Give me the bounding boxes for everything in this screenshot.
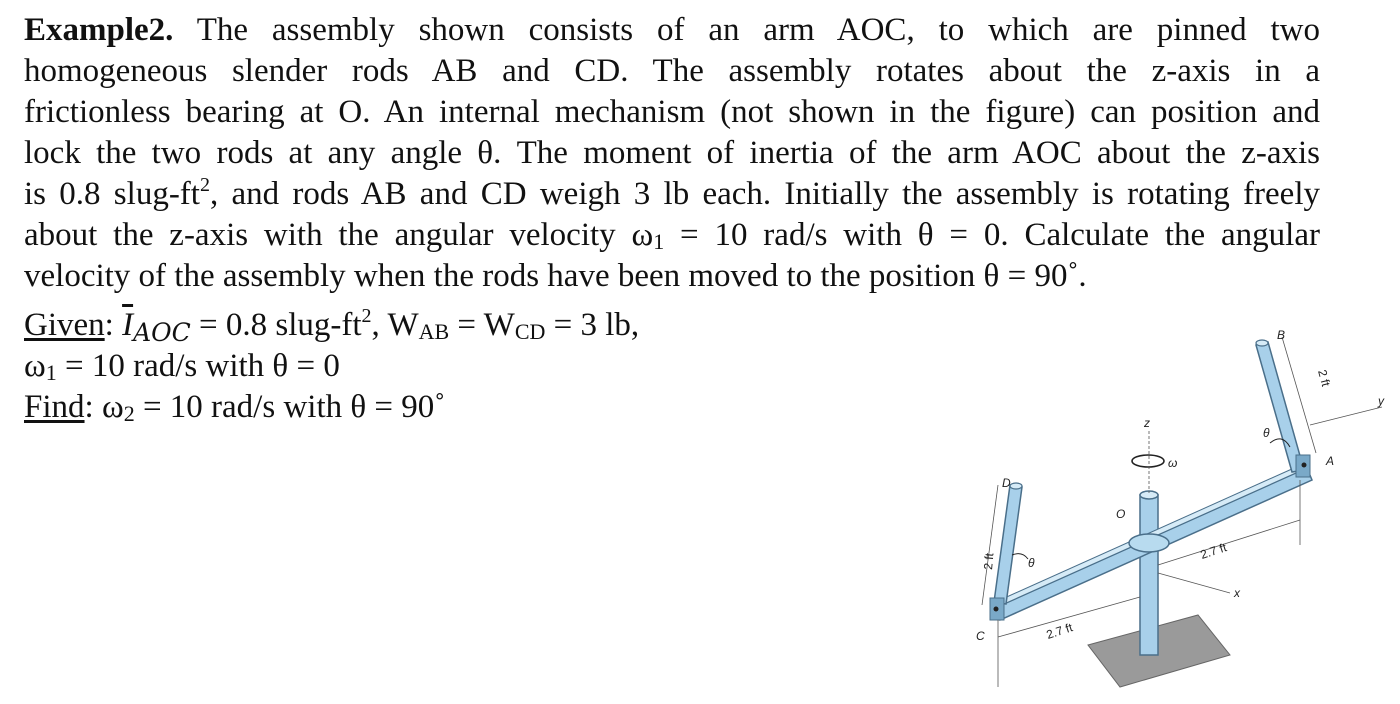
problem-line-2: homogeneous slender rods AB and CD. The assembly rotates about the z-axis in a bbox=[24, 53, 1320, 89]
dim-label-rod-right: 2 ft bbox=[1315, 368, 1333, 388]
label-omega: ω bbox=[1168, 456, 1178, 470]
given-eq-3: = W bbox=[449, 307, 515, 343]
label-theta-left: θ bbox=[1028, 556, 1035, 570]
label-y: y bbox=[1378, 394, 1384, 408]
y-axis-line bbox=[1310, 407, 1382, 425]
example-title-period: . bbox=[165, 12, 174, 48]
dim-label-arm-right: 2.7 ft bbox=[1198, 540, 1229, 562]
problem-statement bbox=[24, 10, 1320, 297]
given-line bbox=[24, 305, 639, 346]
example-title: Example2 bbox=[24, 12, 166, 48]
dim-label-arm-left: 2.7 ft bbox=[1044, 620, 1075, 642]
problem-line-5 bbox=[24, 174, 1320, 215]
rod-ab-end bbox=[1256, 340, 1268, 346]
theta-arc-left bbox=[1012, 554, 1028, 559]
problem-line-7: velocity of the assembly when the rods have been moved to the position θ = 90˚. bbox=[24, 258, 1087, 294]
problem-text-6a: about the z-axis with the angular velocity ω bbox=[24, 217, 654, 253]
given-omega-text: = 10 rad/s with θ = 0 bbox=[56, 348, 340, 384]
vertical-shaft bbox=[1140, 495, 1158, 655]
given-omega-line bbox=[24, 346, 639, 387]
find-colon: : bbox=[84, 389, 102, 425]
rotation-arrow bbox=[1132, 455, 1164, 467]
label-b: B bbox=[1277, 328, 1286, 342]
rod-ab bbox=[1256, 342, 1304, 472]
given-eq-2: , W bbox=[371, 307, 419, 343]
pin-a bbox=[1302, 463, 1307, 468]
assembly-figure bbox=[970, 315, 1390, 700]
weight-ab-subscript: AB bbox=[418, 319, 450, 344]
find-omega-subscript: 2 bbox=[123, 401, 135, 426]
rod-cd bbox=[994, 485, 1022, 604]
hub-o bbox=[1129, 534, 1169, 552]
problem-text-1: The assembly shown consists of an arm AOC, to which are pinned two bbox=[173, 12, 1320, 48]
label-theta-right: θ bbox=[1263, 426, 1270, 440]
dim-label-rod-left: 2 ft bbox=[981, 552, 997, 571]
label-a: A bbox=[1326, 454, 1335, 468]
weight-cd-subscript: CD bbox=[514, 319, 546, 344]
assembly-diagram bbox=[970, 315, 1390, 700]
given-superscript-2: 2 bbox=[361, 305, 372, 327]
label-z: z bbox=[1144, 416, 1150, 430]
label-x: x bbox=[1234, 586, 1240, 600]
pin-c bbox=[994, 607, 999, 612]
label-d: D bbox=[1002, 476, 1011, 490]
superscript-2: 2 bbox=[199, 174, 210, 196]
omega-subscript-1: 1 bbox=[653, 229, 665, 254]
x-axis-line bbox=[1158, 573, 1230, 593]
find-line bbox=[24, 387, 639, 428]
problem-line-1 bbox=[24, 10, 1320, 51]
given-eq-1: = 0.8 slug-ft bbox=[190, 307, 362, 343]
label-c: C bbox=[976, 629, 985, 643]
given-omega: ω bbox=[24, 348, 46, 384]
label-o: O bbox=[1116, 507, 1126, 521]
given-omega-subscript: 1 bbox=[45, 360, 57, 385]
find-label: Find bbox=[24, 389, 85, 425]
problem-text-6b: = 10 rad/s with θ = 0. Calculate the angular bbox=[664, 217, 1320, 253]
given-find-block bbox=[24, 305, 639, 428]
rod-cd-end bbox=[1010, 483, 1022, 489]
problem-line-3: frictionless bearing at O. An internal mechanism (not shown in the figure) can position and bbox=[24, 94, 1320, 130]
problem-line-6 bbox=[24, 215, 1320, 256]
problem-line-4: lock the two rods at any angle θ. The moment of inertia of the arm AOC about the z-axis bbox=[24, 135, 1320, 171]
problem-text-5a: is 0.8 slug-ft bbox=[24, 176, 200, 212]
inertia-subscript: AOC bbox=[133, 318, 191, 347]
moment-of-inertia-symbol: $\overline{I}$ bbox=[122, 307, 134, 343]
find-text: = 10 rad/s with θ = 90˚ bbox=[134, 389, 446, 425]
given-label: Given bbox=[24, 307, 105, 343]
base-plate bbox=[1088, 615, 1230, 687]
given-eq-4: = 3 lb, bbox=[545, 307, 640, 343]
find-omega: ω bbox=[101, 389, 124, 425]
given-colon: : bbox=[104, 307, 123, 343]
problem-text-5b: , and rods AB and CD weigh 3 lb each. Initially the assembly is rotating freely bbox=[209, 176, 1320, 212]
